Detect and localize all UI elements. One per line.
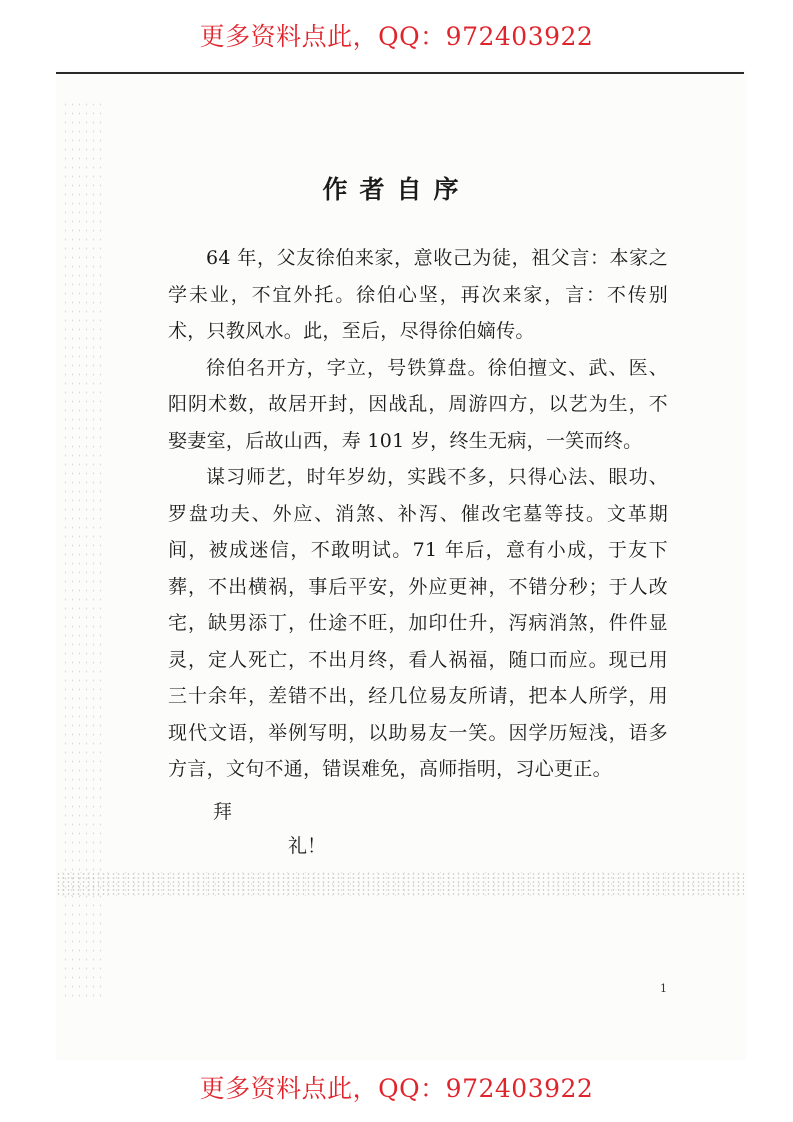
closing-salutation: 拜 bbox=[213, 801, 233, 823]
paragraph-1: 64 年，父友徐伯来家，意收己为徒，祖父言：本家之学未业，不宜外托。徐伯心坚，再次来家，言：不传别术，只教风水。此，至后，尽得徐伯嫡传。 bbox=[168, 247, 668, 342]
body-text bbox=[168, 240, 668, 788]
top-rule-line bbox=[56, 72, 744, 74]
closing-salutation-end: 礼！ bbox=[288, 835, 327, 857]
watermark-banner-bottom: 更多资料点此，QQ：972403922 bbox=[199, 1074, 594, 1103]
paragraph-3: 谋习师艺，时年岁幼，实践不多，只得心法、眼功、罗盘功夫、外应、消煞、补泻、催改宅墓等技。文革期间，被成迷信，不敢明试。71 年后，意有小成，于友下葬，不出横祸，事后平安，外应更神，不错分秒；于人改宅，缺男添丁，仕途不旺，加印仕升，泻病消煞，件件显灵，定人死亡，不出月终，看人祸福，随口而应。现已用三十余年，差错不出，经几位易友所请，把本人所学，用现代文语，举例写明，以助易友一笑。因学历短浅，语多方言，文句不通，错误难免，高师指明，习心更正。 bbox=[168, 466, 668, 780]
watermark-banner-top: 更多资料点此，QQ：972403922 bbox=[199, 22, 594, 51]
page-title: 作者自序 bbox=[322, 175, 471, 204]
paragraph-2: 徐伯名开方，字立，号铁算盘。徐伯擅文、武、医、阳阴术数，故居开封，因战乱，周游四方，以艺为生，不娶妻室，后故山西，寿 101 岁，终生无病，一笑而终。 bbox=[168, 356, 668, 452]
page-number: 1 bbox=[660, 982, 667, 995]
scan-speckle-left bbox=[62, 100, 102, 1000]
scan-noise-band bbox=[56, 872, 744, 896]
